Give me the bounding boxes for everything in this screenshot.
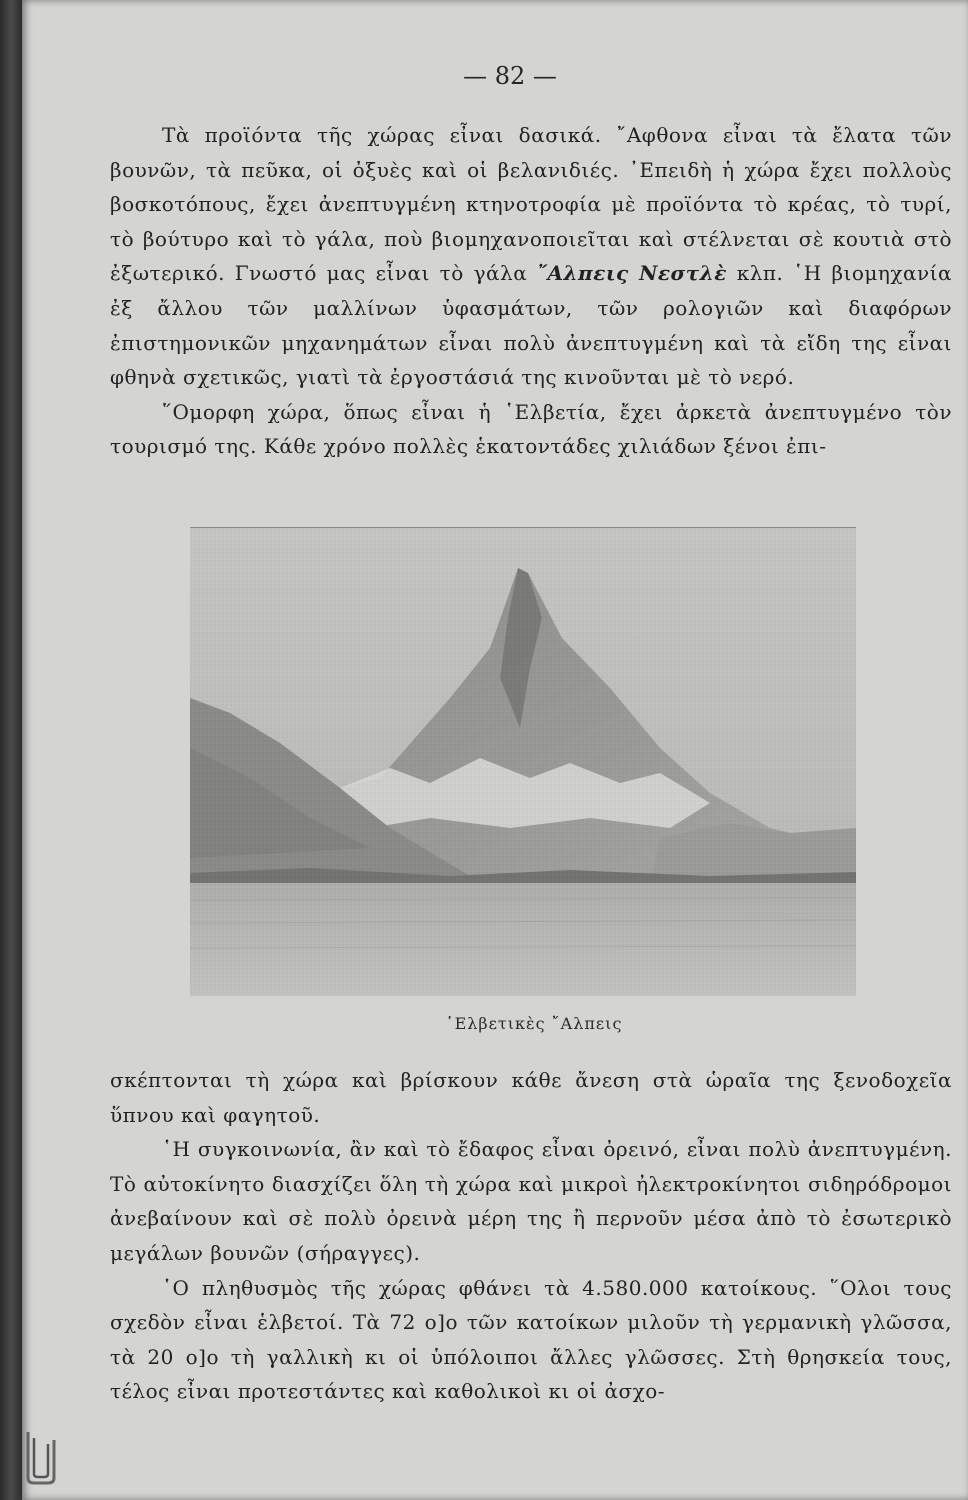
photo-grain bbox=[190, 528, 856, 996]
text-run: ῾Η συγκοινωνία, ἂν καὶ τὸ ἔδαφος εἶναι ὀρεινό, εἶναι πολὺ ἀνεπτυγμένη. Τὸ αὐτοκίνητο διασχίζει ὅλη τὴ χώρα καὶ μικροὶ ἠλεκτροκίνητοι σιδηρόδρομοι ἀνεβαίνουν καὶ σὲ πολὺ ὀρεινὰ μέρη της ἢ περνοῦν μέσα ἀπὸ τὸ ἐσωτερικὸ μεγάλων βουνῶν (σήραγγες). bbox=[110, 1137, 952, 1265]
page-number: — 82 — bbox=[463, 62, 557, 90]
text-run: σκέπτονται τὴ χώρα καὶ βρίσκουν κάθε ἄνεση στὰ ὡραῖα της ξενοδοχεῖα ὕπνου καὶ φαγητοῦ. bbox=[110, 1068, 952, 1127]
alps-photograph bbox=[190, 527, 856, 996]
paragraph-tourism bbox=[110, 395, 952, 464]
book-binding bbox=[0, 0, 22, 1500]
text-run: ῞Ομορφη χώρα, ὅπως εἶναι ἡ ῾Ελβετία, ἔχει ἀρκετὰ ἀνεπτυγμένο τὸν τουρισμό της. Κάθε χρόνο πολλὲς ἑκατοντάδες χιλιάδων ξένοι ἐπι- bbox=[110, 399, 952, 459]
paragraph-products bbox=[110, 118, 952, 395]
figure-caption: ῾Ελβετικὲς ῎Αλπεις bbox=[445, 1014, 623, 1033]
text-run: κλπ. ῾Η βιομηχανία ἐξ ἄλλου τῶν μαλλίνων ὑφασμάτων, τῶν ρολογιῶν καὶ διαφόρων ἐπιστημονικῶν μηχανημάτων εἶναι πολὺ ἀνεπτυγμένη καὶ τὰ εἴδη της εἶναι φθηνὰ σχετικῶς, γιατὶ τὰ ἐργοστάσιά της κινοῦνται μὲ τὸ νερό. bbox=[110, 261, 952, 390]
brand-name: ῎Αλπεις Νεστλὲ bbox=[537, 261, 727, 286]
book-page bbox=[22, 0, 968, 1500]
paragraph-hotels bbox=[110, 1063, 952, 1132]
binder-clip-icon bbox=[22, 1430, 60, 1485]
paragraph-population bbox=[110, 1271, 952, 1409]
text-run: Τὰ προϊόντα τῆς χώρας εἶναι δασικά. ῎Αφθονα εἶναι τὰ ἔλατα τῶν βουνῶν, τὰ πεῦκα, οἱ ὀξυὲς καὶ οἱ βελανιδιές. ᾿Επειδὴ ἡ χώρα ἔχει πολλοὺς βοσκοτόπους, ἔχει ἀνεπτυγμένη κτηνοτροφία μὲ προϊόντα τὸ κρέας, τὸ τυρί, τὸ βούτυρο καὶ τὸ γάλα, ποὺ βιομηχανοποιεῖται καὶ στέλνεται σὲ κουτιὰ στὸ ἐξωτερικό. Γνωστό μας εἶναι τὸ γάλα bbox=[110, 123, 952, 286]
text-block-top bbox=[110, 118, 952, 464]
text-block-bottom bbox=[110, 1063, 952, 1409]
paragraph-transport bbox=[110, 1132, 952, 1270]
matterhorn-illustration bbox=[190, 528, 856, 996]
text-run: ῾Ο πληθυσμὸς τῆς χώρας φθάνει τὰ 4.580.000 κατοίκους. ῞Ολοι τους σχεδὸν εἶναι ἑλβετοί. Τὰ 72 ο]ο τῶν κατοίκων μιλοῦν τὴ γερμανικὴ γλῶσσα, τὰ 20 ο]ο τὴ γαλλικὴ κι οἱ ὑπόλοιποι ἄλλες γλῶσσες. Στὴ θρησκεία τους, τέλος εἶναι προτεστάντες καὶ καθολικοὶ κι οἱ ἀσχο- bbox=[110, 1275, 952, 1404]
